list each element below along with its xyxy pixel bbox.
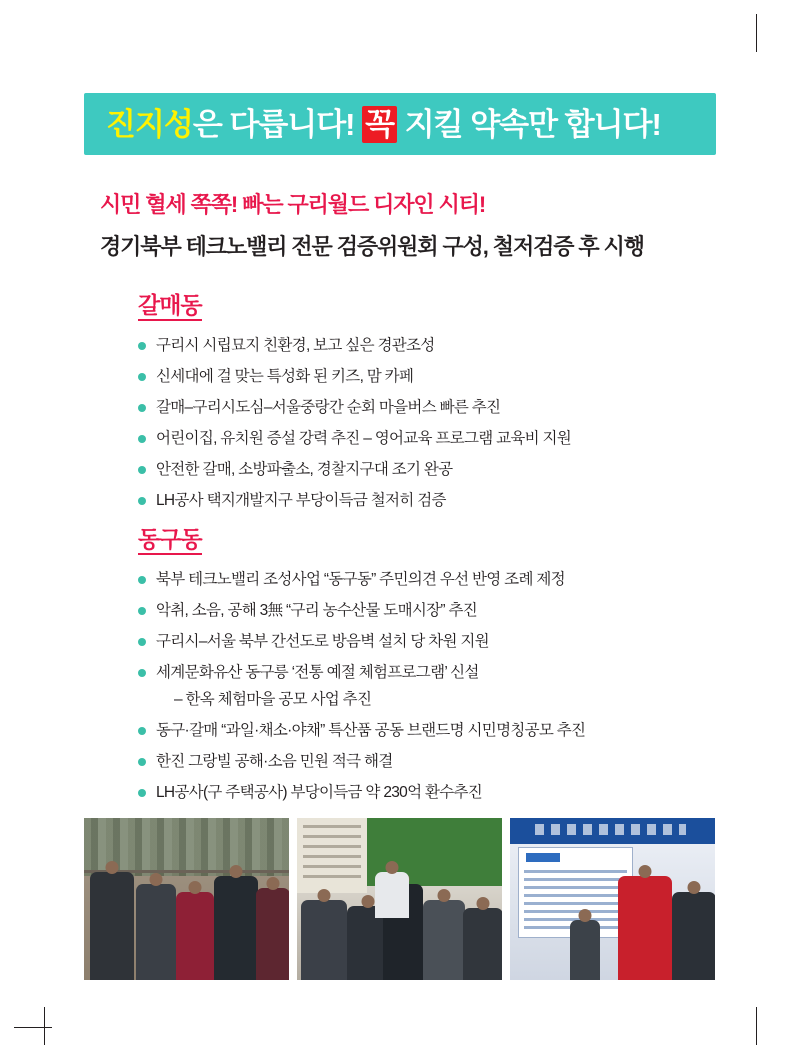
photo-indoor-townhall [297,818,502,980]
list-item: LH공사(구 주택공사) 부당이득금 약 230억 환수추진 [138,783,585,802]
section-title-galmae: 갈매동 [138,292,202,321]
list-item: 악취, 소음, 공해 3無 “구리 농수산물 도매시장” 추진 [138,601,585,620]
list-item: 북부 테크노밸리 조성사업 “동구동” 주민의견 우선 반영 조례 제정 [138,570,585,589]
photo3-person-2 [672,892,715,980]
headline-banner [84,93,716,155]
banner-part-1: 진지성 [106,106,193,142]
photo2-speaker [375,872,409,918]
photo3-person-3 [570,920,600,980]
section-galmae [138,292,571,522]
photo-outdoor-meeting [84,818,289,980]
list-item: 갈매–구리시도심–서울중랑간 순회 마을버스 빠른 추진 [138,398,571,417]
crop-mark-bottom-right [756,1007,757,1045]
photo-strip [84,818,716,980]
photo-job-fair-board [510,818,715,980]
photo3-top-banner [510,818,715,844]
photo1-person-5 [256,888,289,980]
pledge-list-dongu [138,570,585,802]
photo3-person-red [618,876,672,980]
photo1-person-4 [214,876,258,980]
list-item: 신세대에 걸 맞는 특성화 된 키즈, 맘 카페 [138,367,571,386]
subheadline-red: 시민 혈세 쪽쪽! 빠는 구리월드 디자인 시티! [100,192,486,217]
headline-banner-inner [84,93,716,155]
banner-part-3: 꼭 [362,106,397,143]
photo1-person-3 [176,892,214,980]
crop-mark-bottom-left [44,1007,45,1045]
list-item: 안전한 갈매, 소방파출소, 경찰지구대 조기 완공 [138,460,571,479]
photo2-wall-panel [297,818,367,893]
list-item: 한진 그랑빌 공해·소음 민원 적극 해결 [138,752,585,771]
banner-text [106,106,661,142]
pledge-list-galmae [138,336,571,510]
photo1-person-2 [136,884,176,980]
banner-part-2: 은 다릅니다! [192,106,363,142]
section-dongu [138,526,585,813]
banner-part-4: 지킬 약속만 합니다! [397,106,661,142]
list-item: LH공사 택지개발지구 부당이득금 철저히 검증 [138,491,571,510]
crop-mark-bottom-left-h [14,1027,52,1028]
photo2-person-1 [301,900,347,980]
photo2-person-5 [463,908,502,980]
list-item: 구리시 시립묘지 친환경, 보고 싶은 경관조성 [138,336,571,355]
list-item: 세계문화유산 동구릉 ‘전통 예절 체험프로그램’ 신설 [138,663,585,682]
list-item: 동구·갈매 “과일·채소·야채” 특산품 공동 브랜드명 시민명칭공모 추진 [138,721,585,740]
list-item-sub: – 한옥 체험마을 공모 사업 추진 [174,690,372,708]
list-item: 구리시–서울 북부 간선도로 방음벽 설치 당 차원 지원 [138,632,585,651]
section-title-dongu: 동구동 [138,526,202,555]
subheadline-black: 경기북부 테크노밸리 전문 검증위원회 구성, 철저검증 후 시행 [100,234,644,259]
photo2-person-4 [423,900,465,980]
list-item: 어린이집, 유치원 증설 강력 추진 – 영어교육 프로그램 교육비 지원 [138,429,571,448]
photo1-person-1 [90,872,134,980]
crop-mark-top-right [756,14,757,52]
